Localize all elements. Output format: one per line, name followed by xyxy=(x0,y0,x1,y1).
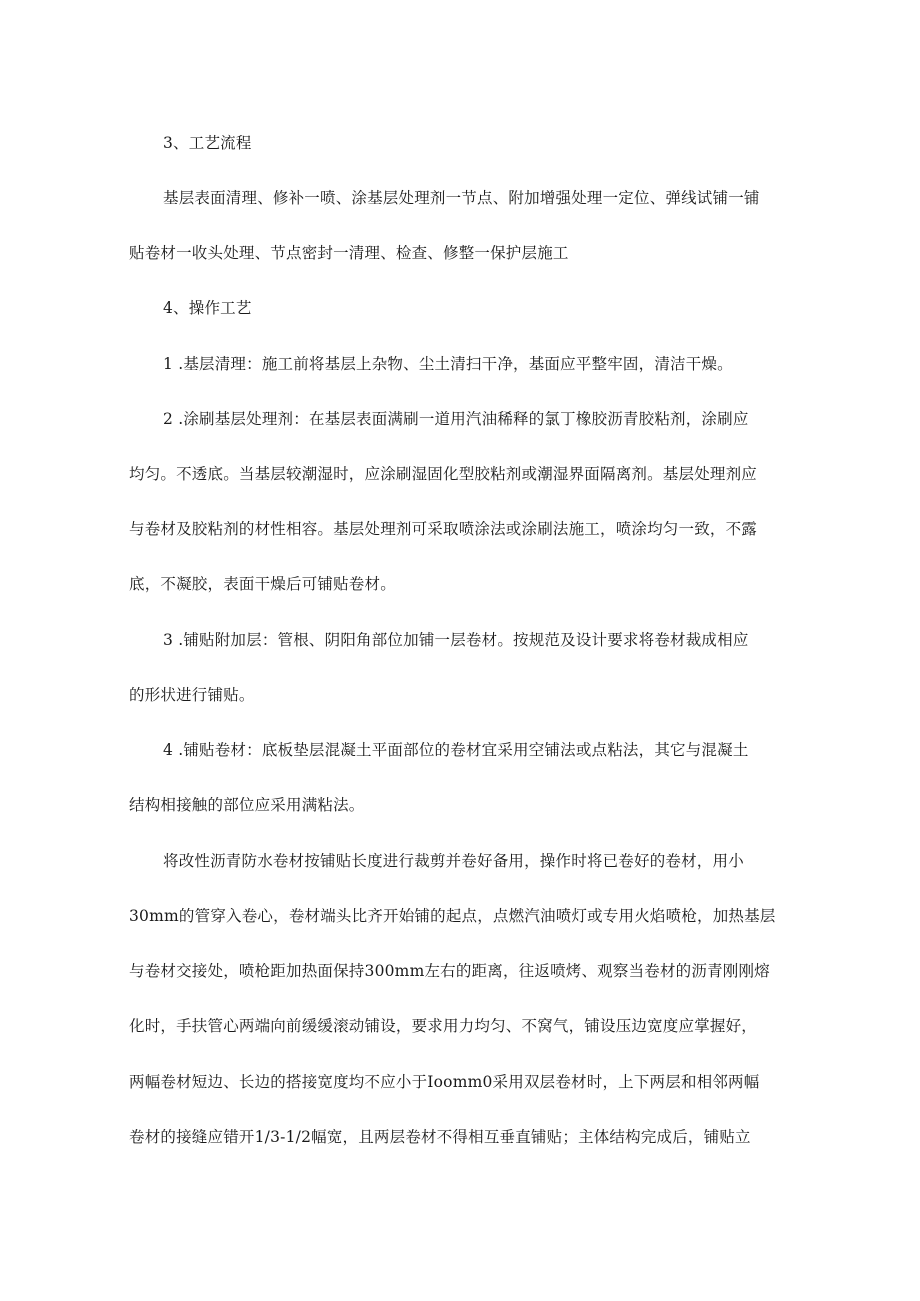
paragraph-line: 1 .基层清理：施工前将基层上杂物、尘土清扫干净，基面应平整牢固，清洁干燥。 xyxy=(163,355,733,373)
section-heading-process: 3、工艺流程 xyxy=(163,134,252,152)
paragraph-line: 结构相接触的部位应采用满粘法。 xyxy=(129,796,365,814)
paragraph-line: 3 .铺贴附加层：管根、阴阳角部位加铺一层卷材。按规范及设计要求将卷材裁成相应 xyxy=(163,631,749,649)
paragraph-line: 基层表面清理、修补一喷、涂基层处理剂一节点、附加增强处理一定位、弹线试铺一铺 xyxy=(163,189,760,207)
paragraph-line: 均匀。不透底。当基层较潮湿时，应涂刷湿固化型胶粘剂或潮湿界面隔离剂。基层处理剂应 xyxy=(129,465,758,483)
paragraph-line: 2 .涂刷基层处理剂：在基层表面满刷一道用汽油稀释的氯丁橡胶沥青胶粘剂，涂刷应 xyxy=(163,410,749,428)
paragraph-line: 化时，手扶管心两端向前缓缓滚动铺设，要求用力均匀、不窝气，铺设压边宽度应掌握好， xyxy=(129,1017,758,1035)
paragraph-line: 底，不凝胶，表面干燥后可铺贴卷材。 xyxy=(129,575,396,593)
paragraph-line: 与卷材及胶粘剂的材性相容。基层处理剂可采取喷涂法或涂刷法施工，喷涂均匀一致，不露 xyxy=(129,520,758,538)
paragraph-line: 30mm的管穿入卷心，卷材端头比齐开始铺的起点，点燃汽油喷灯或专用火焰喷枪，加热基层 xyxy=(129,907,776,925)
paragraph-line: 两幅卷材短边、长边的搭接宽度均不应小于Ioomm0采用双层卷材时，上下两层和相邻两幅 xyxy=(129,1073,760,1091)
paragraph-line: 与卷材交接处，喷枪距加热面保持300mm左右的距离，往返喷烤、观察当卷材的沥青刚刚熔 xyxy=(129,962,770,980)
paragraph-line: 卷材的接缝应错开1/3-1/2幅宽，且两层卷材不得相互垂直铺贴；主体结构完成后，铺贴立 xyxy=(129,1128,751,1146)
paragraph-line: 4 .铺贴卷材：底板垫层混凝土平面部位的卷材宜采用空铺法或点粘法，其它与混凝土 xyxy=(163,741,749,759)
paragraph-line: 将改性沥青防水卷材按铺贴长度进行裁剪并卷好备用，操作时将已卷好的卷材，用小 xyxy=(163,852,744,870)
section-heading-operation: 4、操作工艺 xyxy=(163,299,252,317)
paragraph-line: 的形状进行铺贴。 xyxy=(129,686,255,704)
paragraph-line: 贴卷材一收头处理、节点密封一清理、检查、修整一保护层施工 xyxy=(129,244,569,262)
